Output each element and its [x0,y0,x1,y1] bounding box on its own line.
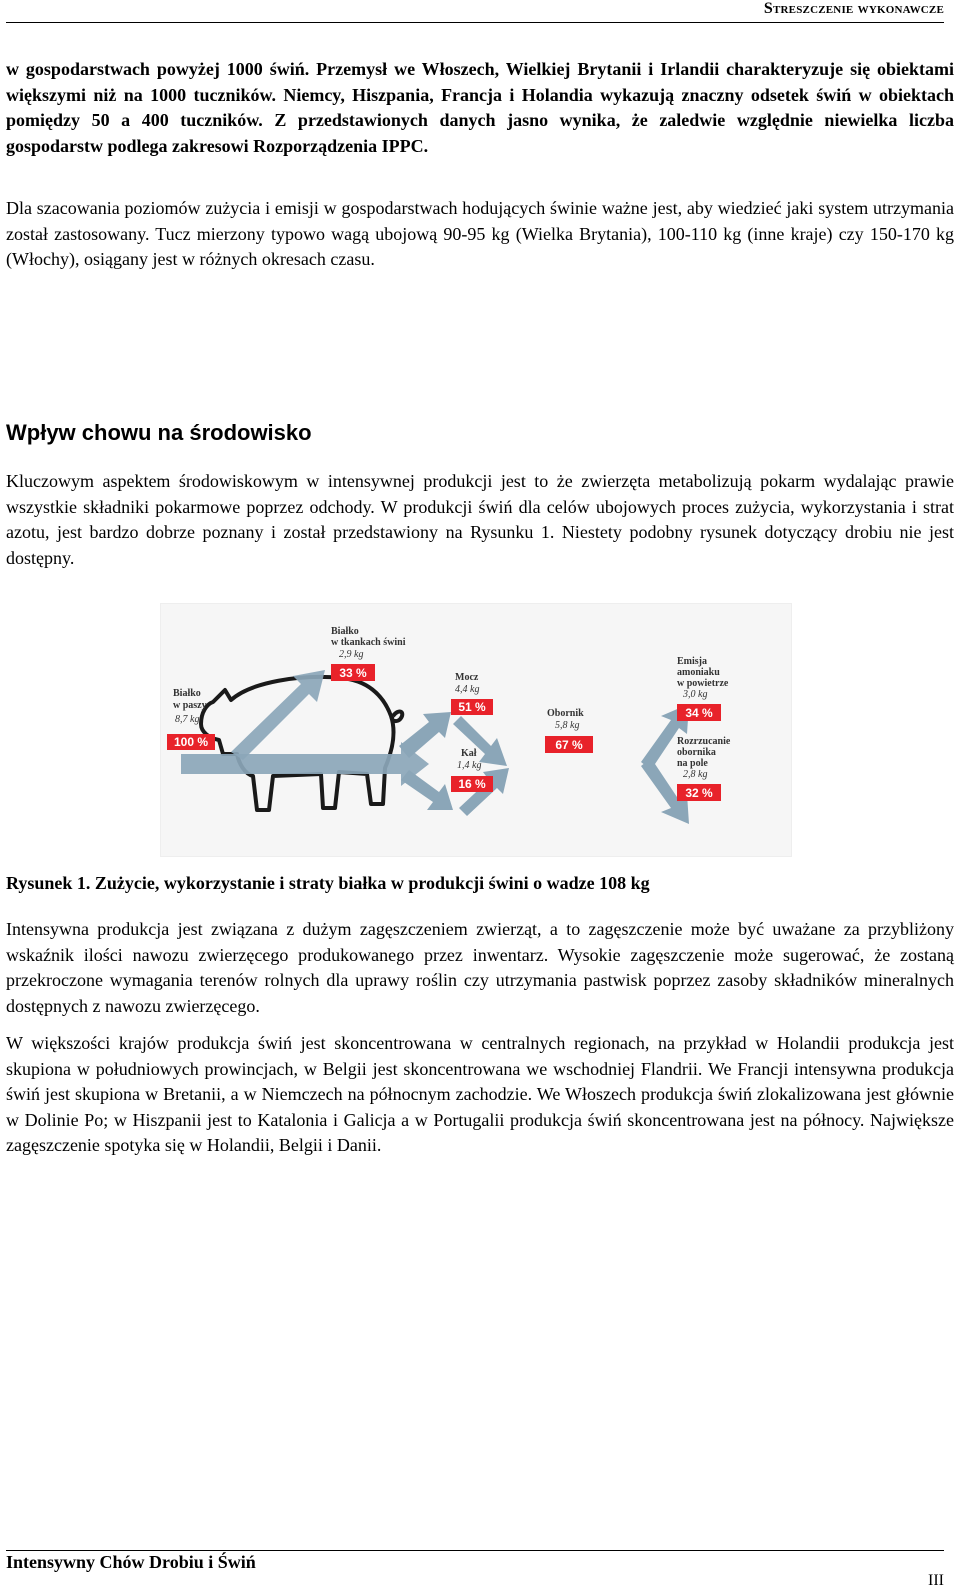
label-feed [167,688,215,750]
feces-percent: 16 % [458,777,486,791]
ammonia-label-3: w powietrze [677,678,729,689]
protein-flow-figure [160,603,792,857]
tissue-value: 2,9 kg [339,649,364,660]
spreading-value: 2,8 kg [683,769,708,780]
manure-value: 5,8 kg [555,720,580,731]
manure-percent: 67 % [555,738,583,752]
feed-label-1: Białko [173,688,201,699]
footer-divider [6,1550,944,1551]
header-divider [6,22,944,23]
paragraph-farm-sizes: w gospodarstwach powyżej 1000 świń. Przemysł we Włoszech, Wielkiej Brytanii i Irlandii charakteryzuje się obiektami większymi niż na 1000 tuczników. Niemcy, Hiszpania, Francja i Holandia wykazują znaczny odsetek świń w obiektach pomiędzy 50 a 400 tuczników. Z przedstawionych danych jasno wynika, że zaledwie względnie niewielka liczba gospodarstw podlega zakresowi Rozporządzenia IPPC. [6,59,954,156]
manure-label: Obornik [547,708,584,719]
label-tissue [331,626,406,681]
label-manure [545,708,593,753]
spreading-percent: 32 % [685,786,713,800]
label-spreading [677,736,731,801]
urine-percent: 51 % [458,700,486,714]
feed-value: 8,7 kg [175,714,200,725]
ammonia-label-1: Emisja [677,656,707,667]
figure-caption: Rysunek 1. Zużycie, wykorzystanie i straty białka w produkcji świni o wadze 108 kg [6,873,650,893]
page-number: III [928,1572,944,1589]
tissue-label-1: Białko [331,626,359,637]
header-title: Streszczenie wykonawcze [763,0,944,17]
feed-label-2: w paszy [173,700,207,711]
tissue-label-2: w tkankach świni [331,637,406,648]
paragraph-housing-system: Dla szacowania poziomów zużycia i emisji w gospodarstwach hodujących świnie ważne jest, aby wiedzieć jaki system utrzymania został zastosowany. Tucz mierzony typowo wagą ubojową 90-95 kg (Wielka Brytania), 100-110 kg (inne kraje) czy 150-170 kg (Włochy), osiągany jest w różnych okresach czasu. [6,198,954,269]
paragraph-regions: W większości krajów produkcja świń jest skoncentrowana w centralnych regionach, na przykład w Holandii produkcja jest skupiona w południowych prowincjach, w Belgii jest skoncentrowana we wschodniej Flandrii. We Francji intensywna produkcja świń jest skupiona w Bretanii, a w Niemczech na północnym zachodzie. We Włoszech produkcja świń zlokalizowana jest głównie w Dolinie Po; w Hiszpanii jest to Katalonia i Galicja a w Portugalii produkcja świń skoncentrowana jest na północy. Największe zagęszczenie spotyka się w Holandii, Belgii i Danii. [6,1033,954,1155]
feces-value: 1,4 kg [457,760,482,771]
paragraph-environmental-aspect: Kluczowym aspektem środowiskowym w intensywnej produkcji jest to że zwierzęta metabolizują pokarm wydalając prawie wszystkie składniki pokarmowe poprzez odchody. W produkcji świń dla celów ubojowych proces zużycia, wykorzystania i strat azotu, jest bardzo dobrze poznany i został przedstawiony na Rysunku 1. Niestety podobny rysunek dotyczący drobiu nie jest dostępny. [6,471,954,568]
ammonia-label-2: amoniaku [677,667,720,678]
tissue-percent: 33 % [339,666,367,680]
urine-label: Mocz [455,672,479,683]
feces-label: Kał [461,748,477,759]
section-heading: Wpływ chowu na środowisko [6,420,312,445]
footer-title: Intensywny Chów Drobiu i Świń [6,1552,256,1572]
feed-percent: 100 % [173,735,209,749]
paragraph-density: Intensywna produkcja jest związana z dużym zagęszczeniem zwierząt, a to zagęszczenie może być uważane za przybliżony wskaźnik ilości nawozu zwierzęcego produkowanego przez inwentarz. Wysokie zagęszczenie może sugerować, że zostaną przekroczone wymagania terenów rolnych dla uprawy roślin czy utrzymania pastwisk poprzez zasoby składników mineralnych dostępnych z nawozu zwierzęcego. [6,919,954,1016]
ammonia-value: 3,0 kg [683,689,708,700]
label-urine [451,672,493,715]
spreading-label-1: Rozrzucanie [677,736,731,747]
spreading-label-2: obornika [677,747,716,758]
label-ammonia [677,656,729,721]
spreading-label-3: na pole [677,758,708,769]
urine-value: 4,4 kg [455,684,480,695]
ammonia-percent: 34 % [685,706,713,720]
